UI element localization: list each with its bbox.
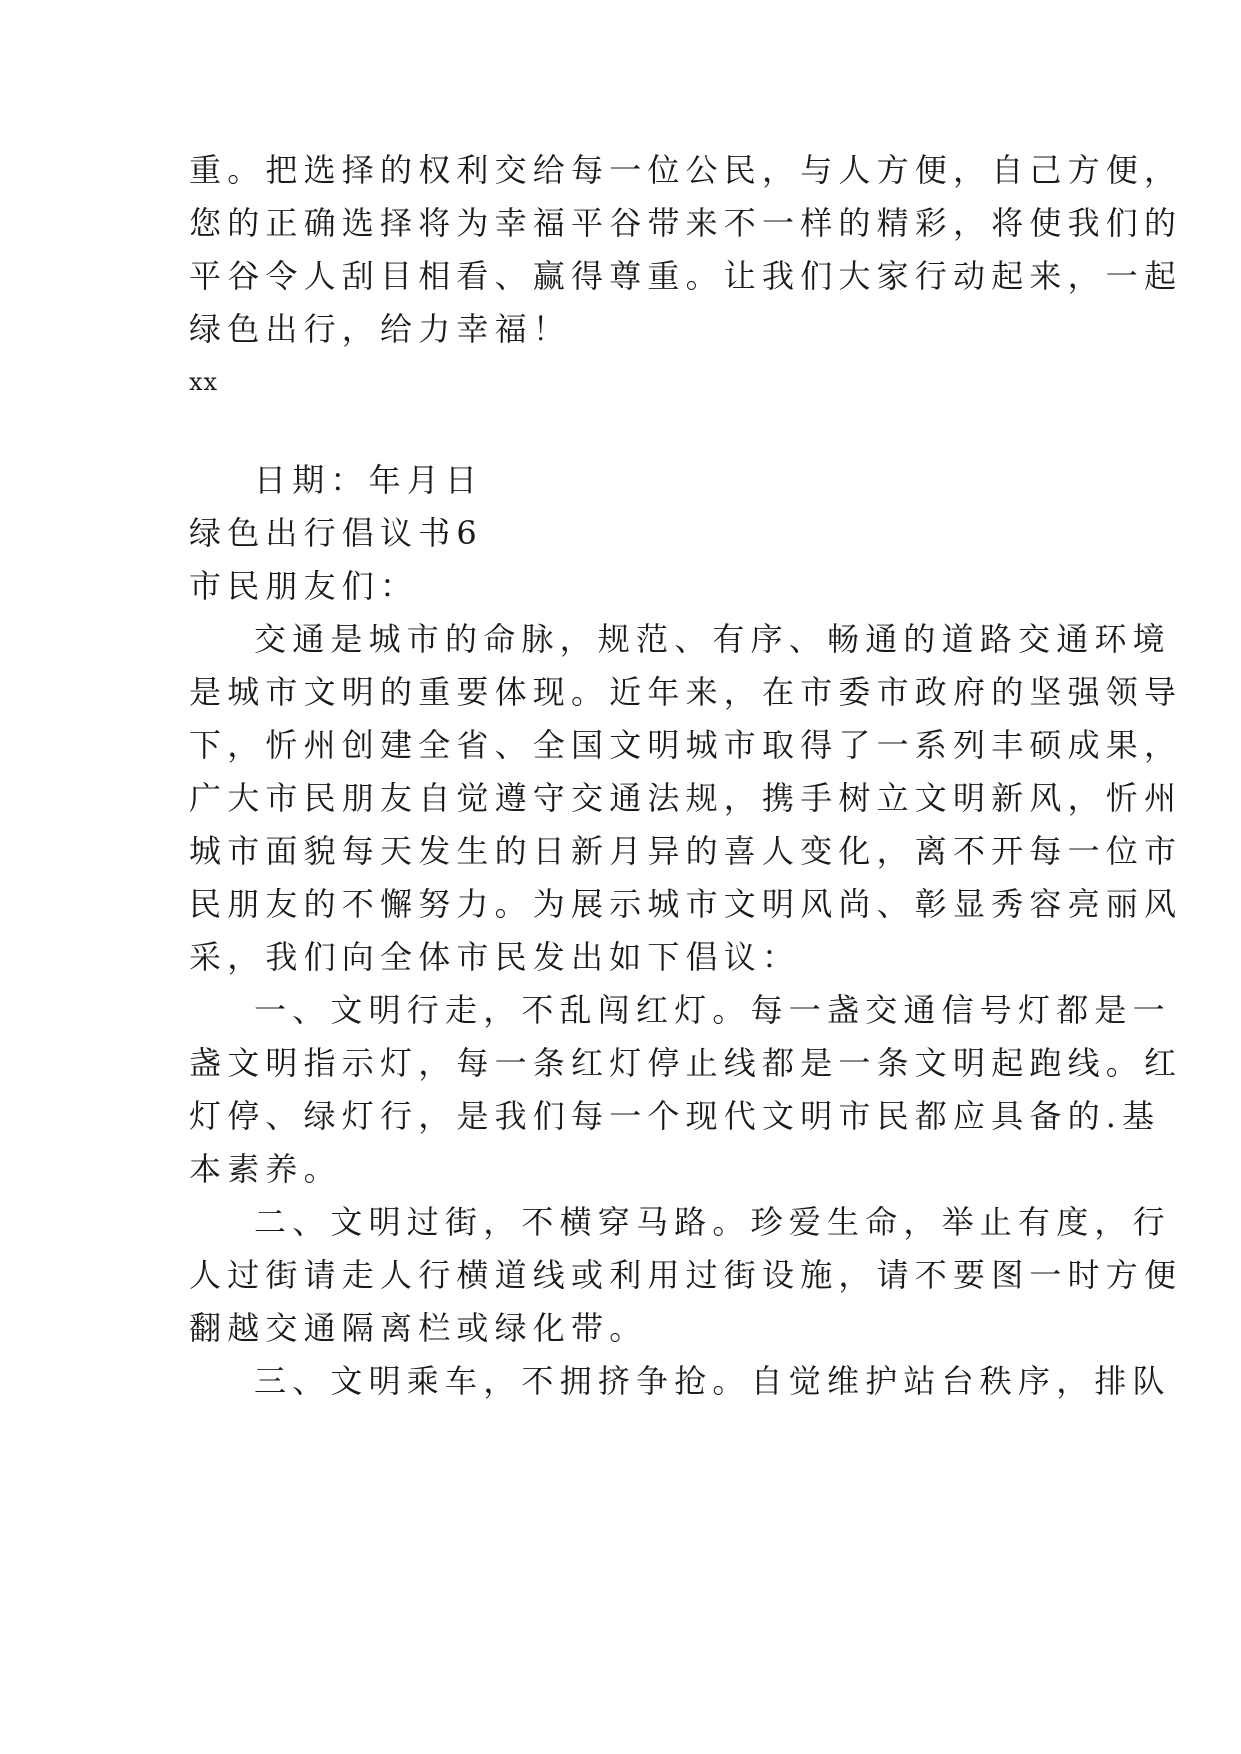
paragraph-line: 采，我们向全体市民发出如下倡议： xyxy=(189,938,801,976)
paragraph-line: 三、文明乘车，不拥挤争抢。自觉维护站台秩序，排队 xyxy=(254,1362,1171,1400)
paragraph-line: 平谷令人刮目相看、赢得尊重。让我们大家行动起来，一起 xyxy=(189,257,1183,295)
paragraph-line: 交通是城市的命脉，规范、有序、畅通的道路交通环境 xyxy=(254,620,1171,658)
paragraph-line: 城市面貌每天发生的日新月异的喜人变化，离不开每一位市 xyxy=(189,832,1183,870)
paragraph-line: 盏文明指示灯，每一条红灯停止线都是一条文明起跑线。红 xyxy=(189,1044,1183,1082)
paragraph-line: 灯停、绿灯行，是我们每一个现代文明市民都应具备的.基 xyxy=(189,1097,1161,1135)
paragraph-line: 是城市文明的重要体现。近年来，在市委市政府的坚强领导 xyxy=(189,673,1183,711)
paragraph-line: 您的正确选择将为幸福平谷带来不一样的精彩，将使我们的 xyxy=(189,204,1183,242)
paragraph-line: 本素养。 xyxy=(189,1150,342,1188)
paragraph-line: 人过街请走人行横道线或利用过街设施，请不要图一时方便 xyxy=(189,1256,1183,1294)
paragraph-line: 绿色出行，给力幸福！ xyxy=(189,310,572,348)
paragraph-line: 下，忻州创建全省、全国文明城市取得了一系列丰硕成果， xyxy=(189,726,1183,764)
date-line: 日期：年月日 xyxy=(254,461,484,499)
salutation: 市民朋友们： xyxy=(189,567,419,605)
paragraph-line: 二、文明过街，不横穿马路。珍爱生命，举止有度，行 xyxy=(254,1203,1171,1241)
paragraph-line: 民朋友的不懈努力。为展示城市文明风尚、彰显秀容亮丽风 xyxy=(189,885,1183,923)
section-title: 绿色出行倡议书6 xyxy=(189,514,483,552)
paragraph-line: 翻越交通隔离栏或绿化带。 xyxy=(189,1309,648,1347)
signature-line: xx xyxy=(189,368,219,396)
paragraph-line: 重。把选择的权利交给每一位公民，与人方便，自己方便， xyxy=(189,151,1183,189)
paragraph-line: 广大市民朋友自觉遵守交通法规，携手树立文明新风，忻州 xyxy=(189,779,1183,817)
paragraph-line: 一、文明行走，不乱闯红灯。每一盏交通信号灯都是一 xyxy=(254,991,1171,1029)
